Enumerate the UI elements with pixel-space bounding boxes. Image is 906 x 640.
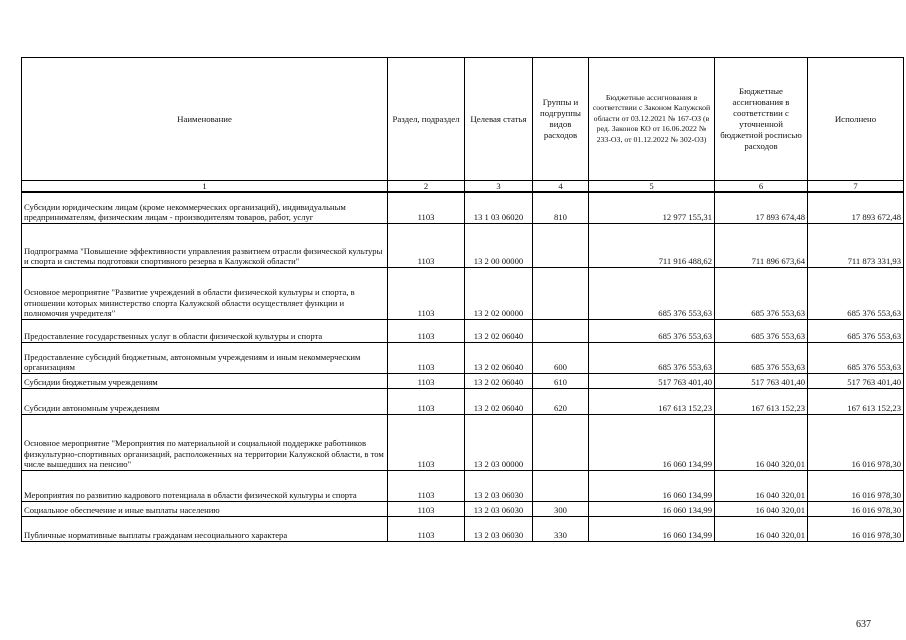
page-number: 637 <box>856 619 871 630</box>
header-groups: Группы и подгруппы видов расходов <box>533 58 589 181</box>
row-executed-amount: 16 016 978,30 <box>808 501 904 516</box>
row-target: 13 2 03 00000 <box>465 414 533 470</box>
row-law-amount: 711 916 488,62 <box>589 223 715 267</box>
column-number: 1 <box>22 181 388 193</box>
budget-table <box>21 57 904 542</box>
row-executed-amount: 517 763 401,40 <box>808 373 904 388</box>
row-target: 13 2 00 00000 <box>465 223 533 267</box>
row-revised-amount: 685 376 553,63 <box>715 267 808 319</box>
row-law-amount: 517 763 401,40 <box>589 373 715 388</box>
row-revised-amount: 16 040 320,01 <box>715 516 808 541</box>
row-executed-amount: 685 376 553,63 <box>808 319 904 342</box>
row-executed-amount: 16 016 978,30 <box>808 414 904 470</box>
row-executed-amount: 17 893 672,48 <box>808 192 904 223</box>
row-revised-amount: 685 376 553,63 <box>715 342 808 373</box>
row-target: 13 2 02 06040 <box>465 319 533 342</box>
table-row <box>22 267 904 319</box>
header-section: Раздел, подраздел <box>388 58 465 181</box>
row-group <box>533 470 589 501</box>
header-target: Целевая статья <box>465 58 533 181</box>
column-number-row <box>22 181 904 193</box>
row-target: 13 2 02 00000 <box>465 267 533 319</box>
row-law-amount: 685 376 553,63 <box>589 267 715 319</box>
row-revised-amount: 16 040 320,01 <box>715 470 808 501</box>
table-row <box>22 388 904 414</box>
column-number: 2 <box>388 181 465 193</box>
row-group <box>533 414 589 470</box>
row-group: 610 <box>533 373 589 388</box>
header-executed: Исполнено <box>808 58 904 181</box>
row-section: 1103 <box>388 516 465 541</box>
row-section: 1103 <box>388 373 465 388</box>
column-number: 6 <box>715 181 808 193</box>
row-law-amount: 16 060 134,99 <box>589 516 715 541</box>
row-target: 13 1 03 06020 <box>465 192 533 223</box>
row-name: Подпрограмма "Повышение эффективности управления развитием отрасли физической культуры и спорта и системы подготовки спортивного резерва в Калужской области" <box>22 223 388 267</box>
row-name: Основное мероприятие "Мероприятия по материальной и социальной поддержке работников физкультурно-спортивных организаций, расположенных на территории Калужской области, в том числе вышедших на пенсию" <box>22 414 388 470</box>
row-law-amount: 685 376 553,63 <box>589 342 715 373</box>
row-target: 13 2 03 06030 <box>465 516 533 541</box>
header-revised: Бюджетные ассигнования в соответствии с уточненной бюджетной росписью расходов <box>715 58 808 181</box>
row-law-amount: 16 060 134,99 <box>589 414 715 470</box>
row-executed-amount: 685 376 553,63 <box>808 267 904 319</box>
row-section: 1103 <box>388 388 465 414</box>
table-row <box>22 501 904 516</box>
row-section: 1103 <box>388 192 465 223</box>
table-row <box>22 414 904 470</box>
column-number: 3 <box>465 181 533 193</box>
row-name: Мероприятия по развитию кадрового потенциала в области физической культуры и спорта <box>22 470 388 501</box>
row-section: 1103 <box>388 267 465 319</box>
column-number: 7 <box>808 181 904 193</box>
table-row <box>22 223 904 267</box>
row-group: 330 <box>533 516 589 541</box>
row-group: 300 <box>533 501 589 516</box>
row-target: 13 2 02 06040 <box>465 373 533 388</box>
row-group: 620 <box>533 388 589 414</box>
row-law-amount: 167 613 152,23 <box>589 388 715 414</box>
row-target: 13 2 03 06030 <box>465 470 533 501</box>
row-group <box>533 267 589 319</box>
row-name: Субсидии автономным учреждениям <box>22 388 388 414</box>
row-revised-amount: 16 040 320,01 <box>715 414 808 470</box>
table-row <box>22 192 904 223</box>
row-group <box>533 319 589 342</box>
table-row <box>22 470 904 501</box>
row-revised-amount: 711 896 673,64 <box>715 223 808 267</box>
header-name: Наименование <box>22 58 388 181</box>
row-name: Социальное обеспечение и иные выплаты населению <box>22 501 388 516</box>
row-law-amount: 16 060 134,99 <box>589 501 715 516</box>
row-executed-amount: 711 873 331,93 <box>808 223 904 267</box>
table-row <box>22 342 904 373</box>
table-row <box>22 516 904 541</box>
row-target: 13 2 03 06030 <box>465 501 533 516</box>
row-section: 1103 <box>388 223 465 267</box>
row-group: 810 <box>533 192 589 223</box>
row-target: 13 2 02 06040 <box>465 342 533 373</box>
row-revised-amount: 16 040 320,01 <box>715 501 808 516</box>
row-name: Публичные нормативные выплаты гражданам несоциального характера <box>22 516 388 541</box>
row-revised-amount: 685 376 553,63 <box>715 319 808 342</box>
column-number: 4 <box>533 181 589 193</box>
row-revised-amount: 17 893 674,48 <box>715 192 808 223</box>
row-revised-amount: 517 763 401,40 <box>715 373 808 388</box>
row-law-amount: 685 376 553,63 <box>589 319 715 342</box>
row-section: 1103 <box>388 470 465 501</box>
row-name: Субсидии бюджетным учреждениям <box>22 373 388 388</box>
row-law-amount: 12 977 155,31 <box>589 192 715 223</box>
row-name: Предоставление государственных услуг в области физической культуры и спорта <box>22 319 388 342</box>
table-row <box>22 319 904 342</box>
row-name: Субсидии юридическим лицам (кроме некоммерческих организаций), индивидуальным предпринимателям, физическим лицам - производителям товаров, работ, услуг <box>22 192 388 223</box>
row-executed-amount: 167 613 152,23 <box>808 388 904 414</box>
table-body <box>22 192 904 541</box>
row-section: 1103 <box>388 501 465 516</box>
row-group: 600 <box>533 342 589 373</box>
row-revised-amount: 167 613 152,23 <box>715 388 808 414</box>
row-group <box>533 223 589 267</box>
header-law: Бюджетные ассигнования в соответствии с Законом Калужской области от 03.12.2021 № 167-ОЗ (в ред. Законов КО от 16.06.2022 № 233-ОЗ, от 01.12.2022 № 302-ОЗ) <box>589 58 715 181</box>
row-name: Основное мероприятие "Развитие учреждений в области физической культуры и спорта, в отношении которых министерство спорта Калужской области осуществляет функции и полномочия учредителя" <box>22 267 388 319</box>
row-section: 1103 <box>388 319 465 342</box>
column-number: 5 <box>589 181 715 193</box>
row-executed-amount: 16 016 978,30 <box>808 470 904 501</box>
table-row <box>22 373 904 388</box>
row-target: 13 2 02 06040 <box>465 388 533 414</box>
row-section: 1103 <box>388 414 465 470</box>
row-name: Предоставление субсидий бюджетным, автономным учреждениям и иным некоммерческим организациям <box>22 342 388 373</box>
row-section: 1103 <box>388 342 465 373</box>
row-executed-amount: 685 376 553,63 <box>808 342 904 373</box>
row-law-amount: 16 060 134,99 <box>589 470 715 501</box>
row-executed-amount: 16 016 978,30 <box>808 516 904 541</box>
